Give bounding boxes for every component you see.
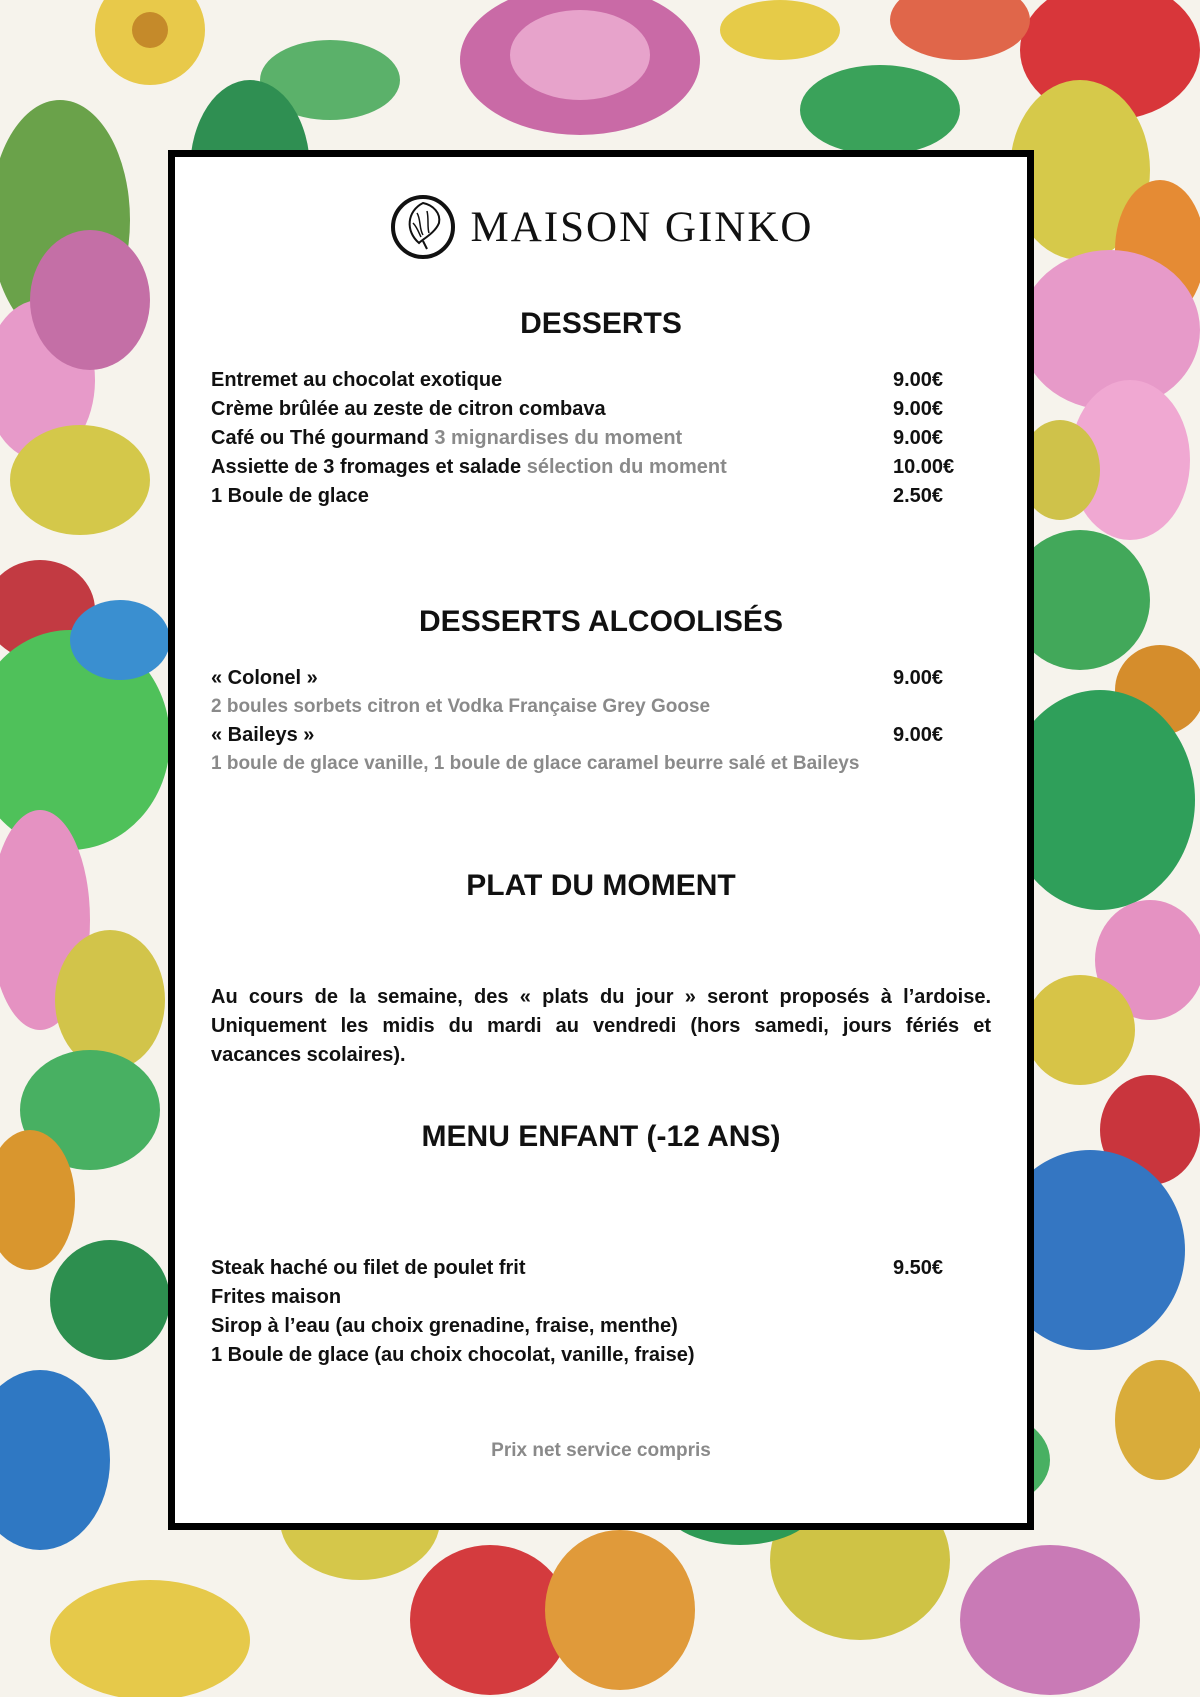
list-item (211, 1283, 991, 1312)
item-description: 1 boule de glace vanille, 1 boule de glace caramel beurre salé et Baileys (211, 753, 860, 774)
footer-note: Prix net service compris (491, 1440, 711, 1461)
item-name: Assiette de 3 fromages et salade (211, 456, 522, 478)
list-item (211, 453, 991, 482)
list-item (211, 424, 991, 453)
list-item (211, 1254, 991, 1283)
item-description: 2 boules sorbets citron et Vodka Française Grey Goose (211, 696, 711, 717)
alcoholic-desserts-list (211, 664, 991, 778)
item-name: 1 Boule de glace (au choix chocolat, vanille, fraise) (211, 1344, 695, 1366)
item-name: « Colonel » (211, 667, 318, 689)
alcoholic-desserts-title: DESSERTS ALCOOLISÉS (419, 605, 783, 638)
desserts-list (211, 366, 991, 511)
item-name: Entremet au chocolat exotique (211, 369, 503, 391)
item-name: Café ou Thé gourmand (211, 427, 429, 449)
plat-du-moment-title: PLAT DU MOMENT (466, 869, 736, 902)
menu-card (168, 150, 1034, 1530)
item-price: 9.00€ (893, 369, 944, 391)
item-note: sélection du moment (526, 456, 727, 478)
list-item (211, 1341, 991, 1370)
plat-du-moment-text: Au cours de la semaine, des « plats du jour » seront proposés à l’ardoise. Uniquement les midis du mardi au vendredi (hors samedi, jours fériés et vacances scolaires). (211, 986, 991, 1066)
item-price: 9.00€ (893, 398, 944, 420)
kids-menu-title: MENU ENFANT (-12 ANS) (421, 1120, 781, 1153)
item-name: « Baileys » (211, 724, 315, 746)
item-name: Sirop à l’eau (au choix grenadine, fraise, menthe) (211, 1315, 678, 1337)
list-item (211, 1312, 991, 1341)
item-price: 9.00€ (893, 724, 944, 746)
list-item (211, 721, 991, 750)
list-item (211, 482, 991, 511)
brand-name: MAISON GINKO (470, 203, 814, 251)
item-price: 2.50€ (893, 485, 944, 507)
item-name: Frites maison (211, 1286, 342, 1308)
desserts-title: DESSERTS (520, 307, 682, 340)
list-item (211, 395, 991, 424)
kids-menu-list (211, 1254, 991, 1370)
list-item (211, 366, 991, 395)
item-name: Steak haché ou filet de poulet frit (211, 1257, 526, 1279)
item-price: 9.50€ (893, 1257, 944, 1279)
ginkgo-leaf-logo-icon (389, 193, 457, 261)
item-note: 3 mignardises du moment (434, 427, 683, 449)
brand-logo (175, 187, 1027, 267)
item-name: Crème brûlée au zeste de citron combava (211, 398, 606, 420)
item-price: 9.00€ (893, 427, 944, 449)
item-price: 10.00€ (893, 456, 955, 478)
list-item (211, 664, 991, 693)
item-price: 9.00€ (893, 667, 944, 689)
item-name: 1 Boule de glace (211, 485, 369, 507)
